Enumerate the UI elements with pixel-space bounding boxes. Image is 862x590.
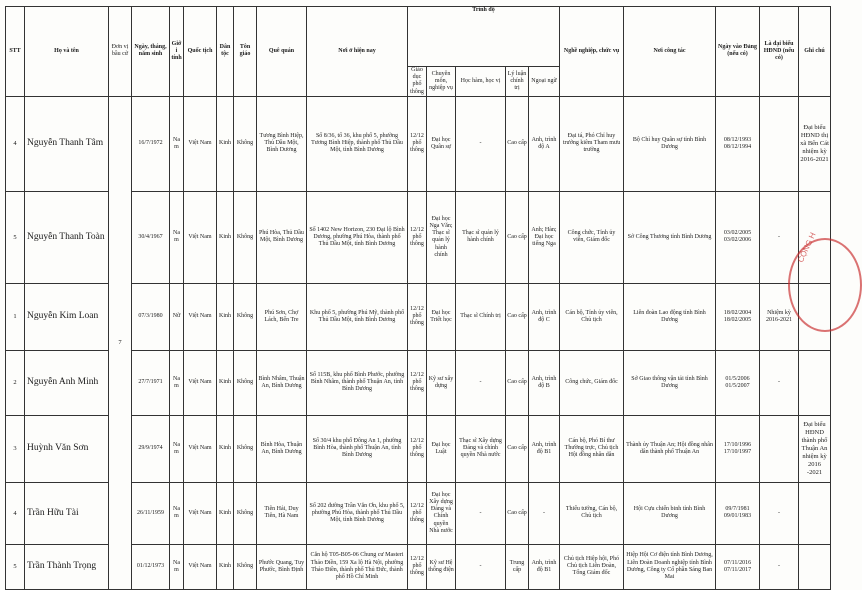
cell-dob: 29/9/1974 xyxy=(132,415,170,482)
cell-party-date: 17/10/1996 17/10/1997 xyxy=(716,415,760,482)
header-religion: Tôn giáo xyxy=(234,7,257,97)
cell-gender: Nam xyxy=(170,96,184,191)
cell-residence: Căn hộ T05-B05-06 Chung cư Masteri Thảo Điền, 159 Xa lộ Hà Nội, phường Thảo Điền, thành phố Thủ Đức, thành phố Hồ Chí Minh xyxy=(307,544,408,589)
cell-hometown: Tiên Hải, Duy Tiên, Hà Nam xyxy=(257,482,307,544)
cell-hdnd: - xyxy=(760,482,799,544)
cell-party-date: 09/7/1981 09/01/1983 xyxy=(716,482,760,544)
cell-hdnd: - xyxy=(760,191,799,283)
header-name: Họ và tên xyxy=(25,7,109,97)
cell-workplace: Liên đoàn Lao động tỉnh Bình Dương xyxy=(624,283,716,350)
cell-ethnicity: Kinh xyxy=(217,96,234,191)
cell-gender: Nam xyxy=(170,482,184,544)
header-degree: Học hàm, học vị xyxy=(456,67,506,97)
cell-dob: 26/11/1959 xyxy=(132,482,170,544)
cell-gender: Nam xyxy=(170,191,184,283)
cell-occupation: Công chức, Tỉnh ủy viên, Giám đốc xyxy=(560,191,624,283)
official-seal-text: CỘNG H xyxy=(796,230,818,264)
cell-professional: Đại học Quân sự xyxy=(427,96,456,191)
cell-professional: Kỹ sư Hệ thống điện xyxy=(427,544,456,589)
cell-ethnicity: Kinh xyxy=(217,482,234,544)
cell-residence: Số 8/36, tổ 36, khu phố 5, phường Tương Bình Hiệp, thành phố Thủ Dầu Một, tỉnh Bình Dương xyxy=(307,96,408,191)
header-professional: Chuyên môn, nghiệp vụ xyxy=(427,67,456,97)
cell-nationality: Việt Nam xyxy=(184,283,217,350)
cell-hometown: Phú Sơn, Chợ Lách, Bến Tre xyxy=(257,283,307,350)
header-occupation: Nghề nghiệp, chức vụ xyxy=(560,7,624,97)
cell-religion: Không xyxy=(234,482,257,544)
cell-hdnd: - xyxy=(760,544,799,589)
cell-workplace: Thành ủy Thuận An; Hội đồng nhân dân thành phố Thuận An xyxy=(624,415,716,482)
cell-hometown: Tương Bình Hiệp, Thủ Dầu Một, Bình Dương xyxy=(257,96,307,191)
cell-name: Nguyễn Thanh Tâm xyxy=(25,96,109,191)
cell-religion: Không xyxy=(234,350,257,415)
cell-occupation: Cán bộ, Tỉnh ủy viên, Chủ tịch xyxy=(560,283,624,350)
cell-political: Cao cấp xyxy=(506,96,529,191)
cell-degree: - xyxy=(456,482,506,544)
cell-political: Cao cấp xyxy=(506,283,529,350)
cell-foreign-lang: Anh, trình độ B1 xyxy=(529,415,560,482)
cell-professional: Đại học Xây dựng Đảng và Chính quyền Nhà nước xyxy=(427,482,456,544)
cell-occupation: Đại tá, Phó Chỉ huy trưởng kiêm Tham mưu trưởng xyxy=(560,96,624,191)
cell-residence: Khu phố 5, phường Phú Mỹ, thành phố Thủ Dầu Một, tỉnh Bình Dương xyxy=(307,283,408,350)
cell-degree: - xyxy=(456,96,506,191)
cell-stt: 3 xyxy=(6,415,25,482)
cell-foreign-lang: Anh, trình độ C xyxy=(529,283,560,350)
cell-occupation: Công chức, Giám đốc xyxy=(560,350,624,415)
cell-nationality: Việt Nam xyxy=(184,191,217,283)
cell-general-edu: 12/12 phổ thông xyxy=(408,283,427,350)
cell-party-date: 18/02/2004 18/02/2005 xyxy=(716,283,760,350)
cell-notes: Đại biểu HĐND thị xã Bến Cát nhiệm kỳ 2016-2021 xyxy=(799,96,831,191)
cell-religion: Không xyxy=(234,544,257,589)
cell-stt: 5 xyxy=(6,544,25,589)
cell-workplace: Sở Công Thương tỉnh Bình Dương xyxy=(624,191,716,283)
cell-party-date: 03/02/2005 03/02/2006 xyxy=(716,191,760,283)
cell-political: Cao cấp xyxy=(506,191,529,283)
cell-political: Cao cấp xyxy=(506,482,529,544)
cell-residence: Số 115B, khu phố Bình Phước, phường Bình Nhâm, thành phố Thuận An, tỉnh Bình Dương xyxy=(307,350,408,415)
cell-religion: Không xyxy=(234,283,257,350)
header-residence: Nơi ở hiện nay xyxy=(307,7,408,97)
cell-general-edu: 12/12 phổ thông xyxy=(408,96,427,191)
cell-religion: Không xyxy=(234,191,257,283)
header-stt: STT xyxy=(6,7,25,97)
cell-hometown: Bình Hòa, Thuận An, Bình Dương xyxy=(257,415,307,482)
table-row xyxy=(6,96,831,191)
cell-gender: Nam xyxy=(170,350,184,415)
header-ethnicity: Dân tộc xyxy=(217,7,234,97)
cell-name: Huỳnh Văn Sơn xyxy=(25,415,109,482)
cell-hdnd: Nhiệm kỳ 2016-2021 xyxy=(760,283,799,350)
cell-workplace: Hiệp Hội Cơ điện tỉnh Bình Dương, Liên Đoàn Doanh nghiệp tỉnh Bình Dương, Công ty Cổ phần Sáng Ban Mai xyxy=(624,544,716,589)
header-political: Lý luận chính trị xyxy=(506,67,529,97)
cell-notes xyxy=(799,482,831,544)
cell-hdnd: - xyxy=(760,350,799,415)
cell-stt: 5 xyxy=(6,191,25,283)
cell-foreign-lang: Anh; Hàn; Đại học tiếng Nga xyxy=(529,191,560,283)
cell-dob: 30/4/1967 xyxy=(132,191,170,283)
cell-nationality: Việt Nam xyxy=(184,96,217,191)
cell-professional: Đại học Luật xyxy=(427,415,456,482)
cell-party-date: 01/5/2006 01/5/2007 xyxy=(716,350,760,415)
cell-general-edu: 12/12 phổ thông xyxy=(408,350,427,415)
cell-foreign-lang: Anh, trình độ A xyxy=(529,96,560,191)
cell-hdnd xyxy=(760,96,799,191)
cell-ethnicity: Kinh xyxy=(217,415,234,482)
cell-workplace: Bộ Chỉ huy Quân sự tỉnh Bình Dương xyxy=(624,96,716,191)
cell-religion: Không xyxy=(234,415,257,482)
cell-occupation: Chủ tịch Hiệp hội, Phó Chủ tịch Liên Đoàn, Tổng Giám đốc xyxy=(560,544,624,589)
cell-notes xyxy=(799,544,831,589)
cell-name: Nguyễn Kim Loan xyxy=(25,283,109,350)
cell-name: Trần Thành Trọng xyxy=(25,544,109,589)
cell-ethnicity: Kinh xyxy=(217,191,234,283)
cell-professional: Kỹ sư xây dựng xyxy=(427,350,456,415)
cell-gender: Nam xyxy=(170,415,184,482)
cell-gender: Nam xyxy=(170,544,184,589)
cell-general-edu: 12/12 phổ thông xyxy=(408,415,427,482)
cell-political: Trung cấp xyxy=(506,544,529,589)
cell-professional: Đại học Triết học xyxy=(427,283,456,350)
cell-general-edu: 12/12 phổ thông xyxy=(408,191,427,283)
cell-workplace: Hội Cựu chiến binh tỉnh Bình Dương xyxy=(624,482,716,544)
cell-political: Cao cấp xyxy=(506,350,529,415)
cell-general-edu: 12/12 phổ thông xyxy=(408,482,427,544)
header-party-date: Ngày vào Đảng (nếu có) xyxy=(716,7,760,97)
cell-nationality: Việt Nam xyxy=(184,544,217,589)
cell-nationality: Việt Nam xyxy=(184,415,217,482)
header-workplace: Nơi công tác xyxy=(624,7,716,97)
cell-nationality: Việt Nam xyxy=(184,350,217,415)
header-general-edu: Giáo dục phổ thông xyxy=(408,67,427,97)
cell-occupation: Thiếu tướng, Cán bộ, Chủ tịch xyxy=(560,482,624,544)
cell-gender: Nữ xyxy=(170,283,184,350)
cell-ethnicity: Kinh xyxy=(217,544,234,589)
cell-degree: - xyxy=(456,350,506,415)
cell-workplace: Sở Giao thông vận tải tỉnh Bình Dương xyxy=(624,350,716,415)
cell-degree: Thạc sĩ quản lý hành chính xyxy=(456,191,506,283)
cell-unit: 7 xyxy=(109,96,132,589)
cell-nationality: Việt Nam xyxy=(184,482,217,544)
cell-dob: 27/7/1971 xyxy=(132,350,170,415)
header-education-group: Trình độ xyxy=(408,7,560,67)
cell-foreign-lang: Anh, trình độ B1 xyxy=(529,544,560,589)
header-notes: Ghi chú xyxy=(799,7,831,97)
cell-party-date: 07/11/2016 07/11/2017 xyxy=(716,544,760,589)
cell-dob: 07/3/1980 xyxy=(132,283,170,350)
cell-ethnicity: Kinh xyxy=(217,350,234,415)
cell-hometown: Phú Hòa, Thủ Dầu Một, Bình Dương xyxy=(257,191,307,283)
cell-hometown: Bình Nhâm, Thuận An, Bình Dương xyxy=(257,350,307,415)
header-unit: Đơn vị bầu cử xyxy=(109,7,132,97)
cell-stt: 4 xyxy=(6,482,25,544)
cell-party-date: 08/12/1993 08/12/1994 xyxy=(716,96,760,191)
cell-residence: Số 1402 New Horizon, 230 Đại lộ Bình Dương, phường Phú Hòa, thành phố Thủ Dầu Một, tỉnh Bình Dương xyxy=(307,191,408,283)
cell-stt: 1 xyxy=(6,283,25,350)
header-foreign-lang: Ngoại ngữ xyxy=(529,67,560,97)
cell-notes: Đại biểu HĐND thành phố Thuận An nhiệm kỳ 2016 -2021 xyxy=(799,415,831,482)
header-nationality: Quốc tịch xyxy=(184,7,217,97)
cell-professional: Đại học Nga Văn; Thạc sĩ quản lý hành chính xyxy=(427,191,456,283)
header-gender: Giới tính xyxy=(170,7,184,97)
candidate-table xyxy=(5,6,831,590)
cell-name: Nguyễn Anh Minh xyxy=(25,350,109,415)
cell-political: Cao cấp xyxy=(506,415,529,482)
header-hometown: Quê quán xyxy=(257,7,307,97)
header-hdnd: Là đại biểu HĐND (nếu có) xyxy=(760,7,799,97)
cell-occupation: Cán bộ, Phó Bí thư Thường trực, Chủ tịch Hội đồng nhân dân xyxy=(560,415,624,482)
cell-residence: Số 30/4 khu phố Đông An 1, phường Bình Hòa, thành phố Thuận An, tỉnh Bình Dương xyxy=(307,415,408,482)
cell-dob: 16/7/1972 xyxy=(132,96,170,191)
cell-stt: 4 xyxy=(6,96,25,191)
cell-name: Trần Hữu Tài xyxy=(25,482,109,544)
header-dob: Ngày, tháng, năm sinh xyxy=(132,7,170,97)
cell-general-edu: 12/12 phổ thông xyxy=(408,544,427,589)
cell-degree: - xyxy=(456,544,506,589)
cell-ethnicity: Kinh xyxy=(217,283,234,350)
cell-religion: Không xyxy=(234,96,257,191)
cell-dob: 01/12/1973 xyxy=(132,544,170,589)
cell-stt: 2 xyxy=(6,350,25,415)
cell-notes xyxy=(799,350,831,415)
cell-name: Nguyễn Thanh Toàn xyxy=(25,191,109,283)
cell-foreign-lang: Anh, trình độ B xyxy=(529,350,560,415)
cell-hometown: Phước Quang, Tuy Phước, Bình Định xyxy=(257,544,307,589)
cell-residence: Số 202 đường Trần Văn Ơn, khu phố 5, phường Phú Hòa, thành phố Thủ Dầu Một, tỉnh Bình Dương xyxy=(307,482,408,544)
cell-degree: Thạc sĩ Chính trị xyxy=(456,283,506,350)
cell-hdnd xyxy=(760,415,799,482)
cell-degree: Thạc sĩ Xây dựng Đảng và chính quyền Nhà nước xyxy=(456,415,506,482)
cell-foreign-lang: - xyxy=(529,482,560,544)
